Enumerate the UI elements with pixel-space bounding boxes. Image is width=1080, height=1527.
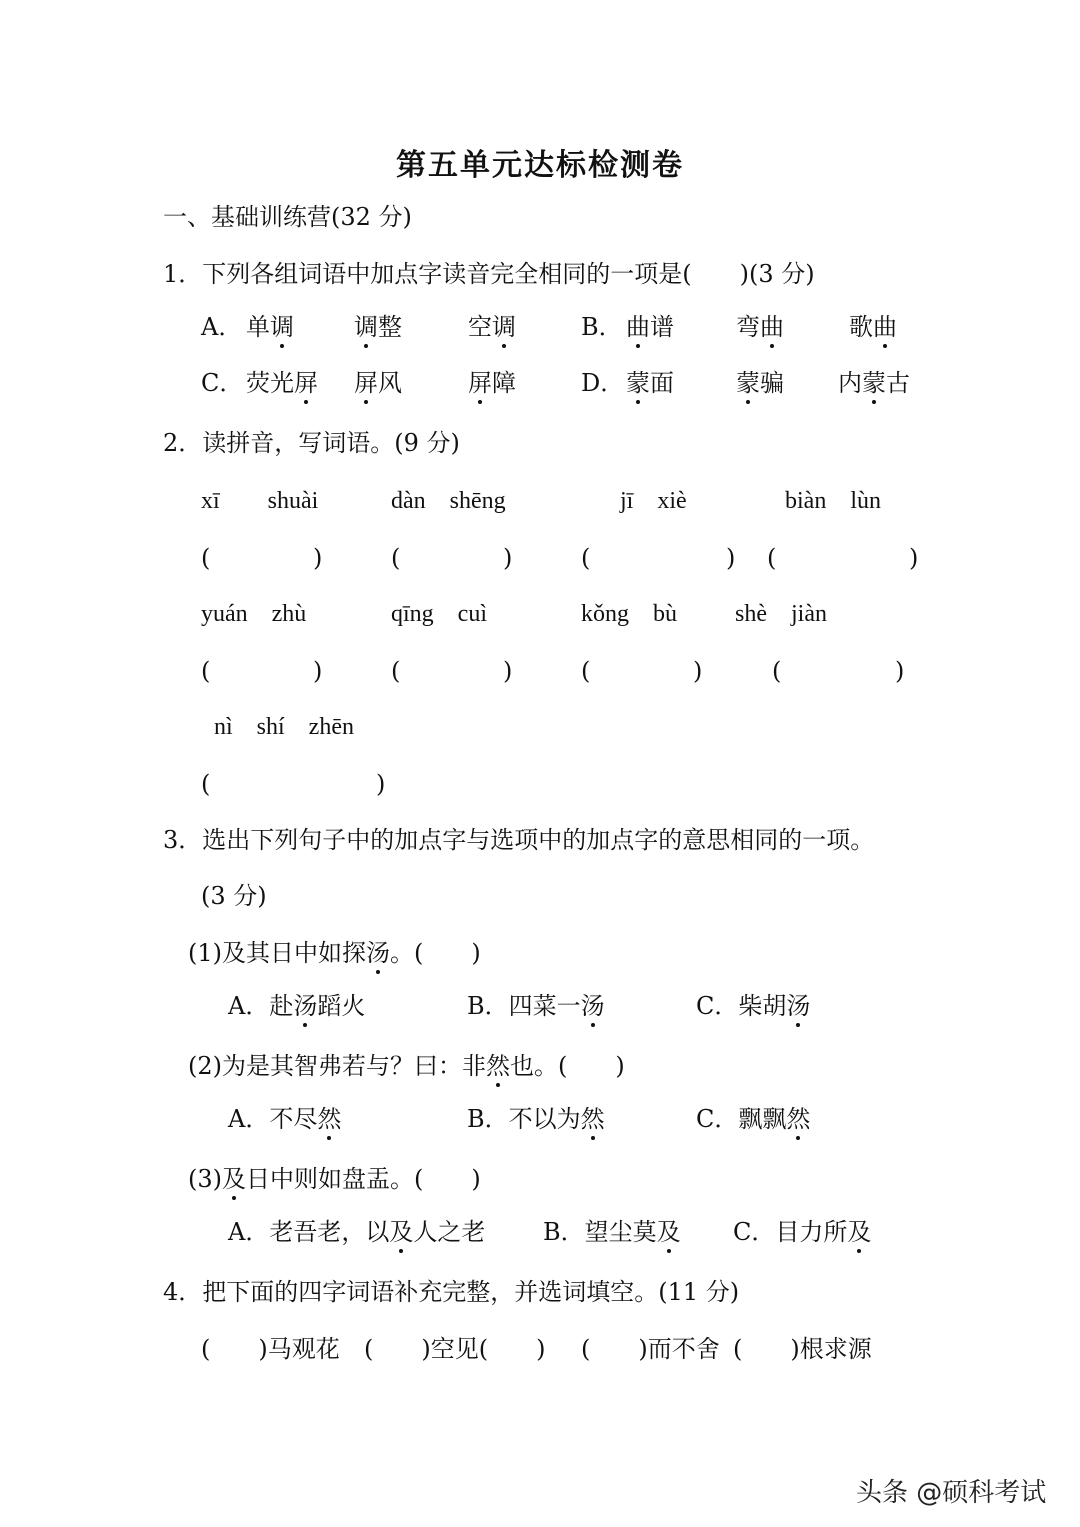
q1-option-a-word-2: 调整 — [354, 313, 402, 341]
question-3-score: (3 分) — [201, 882, 267, 910]
q3-s1-option-a: A．赴汤蹈火 — [228, 992, 366, 1020]
q1-option-d-word-1: 蒙面 — [626, 369, 674, 397]
pinyin-5: yuán zhù — [201, 601, 307, 627]
q1-option-d-word-3: 内蒙古 — [838, 369, 910, 397]
answer-blank-1-close: ) — [313, 544, 323, 572]
answer-blank-5-open[interactable]: ( — [201, 657, 211, 685]
watermark: 头条 @硕科考试 — [856, 1478, 1047, 1508]
question-2-stem: 2．读拼音，写词语。(9 分) — [163, 429, 460, 457]
answer-blank-3-close: ) — [726, 544, 736, 572]
idiom-blank-1[interactable]: ( )马观花 — [201, 1335, 340, 1363]
q3-sentence-2: (2)为是其智弗若与？曰：非然也。( ) — [188, 1052, 625, 1080]
pinyin-3: jī xiè — [620, 488, 687, 514]
q3-s2-option-b: B．不以为然 — [467, 1105, 605, 1133]
answer-blank-7-close: ) — [693, 657, 703, 685]
answer-blank-4-open[interactable]: ( — [767, 544, 777, 572]
q1-option-d-label: D． — [581, 369, 625, 397]
q3-s3-option-a: A．老吾老，以及人之老 — [228, 1218, 486, 1246]
pinyin-8: shè jiàn — [735, 601, 827, 627]
idiom-blank-4[interactable]: ( )根求源 — [733, 1335, 872, 1363]
answer-blank-9-open[interactable]: ( — [201, 770, 211, 798]
answer-blank-2-open[interactable]: ( — [391, 544, 401, 572]
q1-option-c-word-3: 屏障 — [468, 369, 516, 397]
q3-s2-option-a: A．不尽然 — [228, 1105, 342, 1133]
pinyin-9: nì shí zhēn — [214, 714, 354, 740]
question-4-stem: 4．把下面的四字词语补充完整，并选词填空。(11 分) — [163, 1278, 740, 1306]
answer-blank-1-open[interactable]: ( — [201, 544, 211, 572]
pinyin-6: qīng cuì — [391, 601, 487, 627]
answer-blank-4-close: ) — [909, 544, 919, 572]
page-title: 第五单元达标检测卷 — [396, 148, 684, 183]
q1-option-b-label: B． — [581, 313, 623, 341]
answer-blank-2-close: ) — [503, 544, 513, 572]
q1-option-b-word-3: 歌曲 — [849, 313, 897, 341]
pinyin-4: biàn lùn — [785, 488, 881, 514]
q1-option-d-word-2: 蒙骗 — [736, 369, 784, 397]
answer-blank-6-open[interactable]: ( — [391, 657, 401, 685]
q1-option-a-word-3: 空调 — [468, 313, 516, 341]
question-1-stem: 1．下列各组词语中加点字读音完全相同的一项是( )(3 分) — [163, 260, 815, 288]
answer-blank-3-open[interactable]: ( — [581, 544, 591, 572]
q1-option-c-word-1: 荧光屏 — [246, 369, 318, 397]
answer-blank-5-close: ) — [313, 657, 323, 685]
q1-option-b-word-1: 曲谱 — [626, 313, 674, 341]
question-3-stem: 3．选出下列句子中的加点字与选项中的加点字的意思相同的一项。 — [163, 826, 875, 854]
answer-blank-8-close: ) — [895, 657, 905, 685]
idiom-blank-2[interactable]: ( )空见( ) — [364, 1335, 546, 1363]
q3-s1-option-b: B．四菜一汤 — [467, 992, 605, 1020]
q3-s2-option-c: C．飘飘然 — [696, 1105, 811, 1133]
q3-s3-option-c: C．目力所及 — [733, 1218, 872, 1246]
answer-blank-6-close: ) — [503, 657, 513, 685]
q1-option-a-label: A． — [201, 313, 243, 341]
q1-option-a-word-1: 单调 — [246, 313, 294, 341]
q1-option-c-label: C． — [201, 369, 244, 397]
pinyin-1: xī shuài — [201, 488, 319, 514]
q1-option-b-word-2: 弯曲 — [736, 313, 784, 341]
pinyin-7: kǒng bù — [581, 601, 677, 627]
section-heading: 一、基础训练营(32 分) — [163, 203, 412, 231]
q3-sentence-3: (3)及日中则如盘盂。( ) — [188, 1165, 481, 1193]
answer-blank-9-close: ) — [376, 770, 386, 798]
answer-blank-7-open[interactable]: ( — [581, 657, 591, 685]
q3-s1-option-c: C．柴胡汤 — [696, 992, 811, 1020]
q1-option-c-word-2: 屏风 — [354, 369, 402, 397]
q3-s3-option-b: B．望尘莫及 — [543, 1218, 681, 1246]
idiom-blank-3[interactable]: ( )而不舍 — [581, 1335, 720, 1363]
pinyin-2: dàn shēng — [391, 488, 506, 514]
q3-sentence-1: (1)及其日中如探汤。( ) — [188, 939, 481, 967]
answer-blank-8-open[interactable]: ( — [772, 657, 782, 685]
